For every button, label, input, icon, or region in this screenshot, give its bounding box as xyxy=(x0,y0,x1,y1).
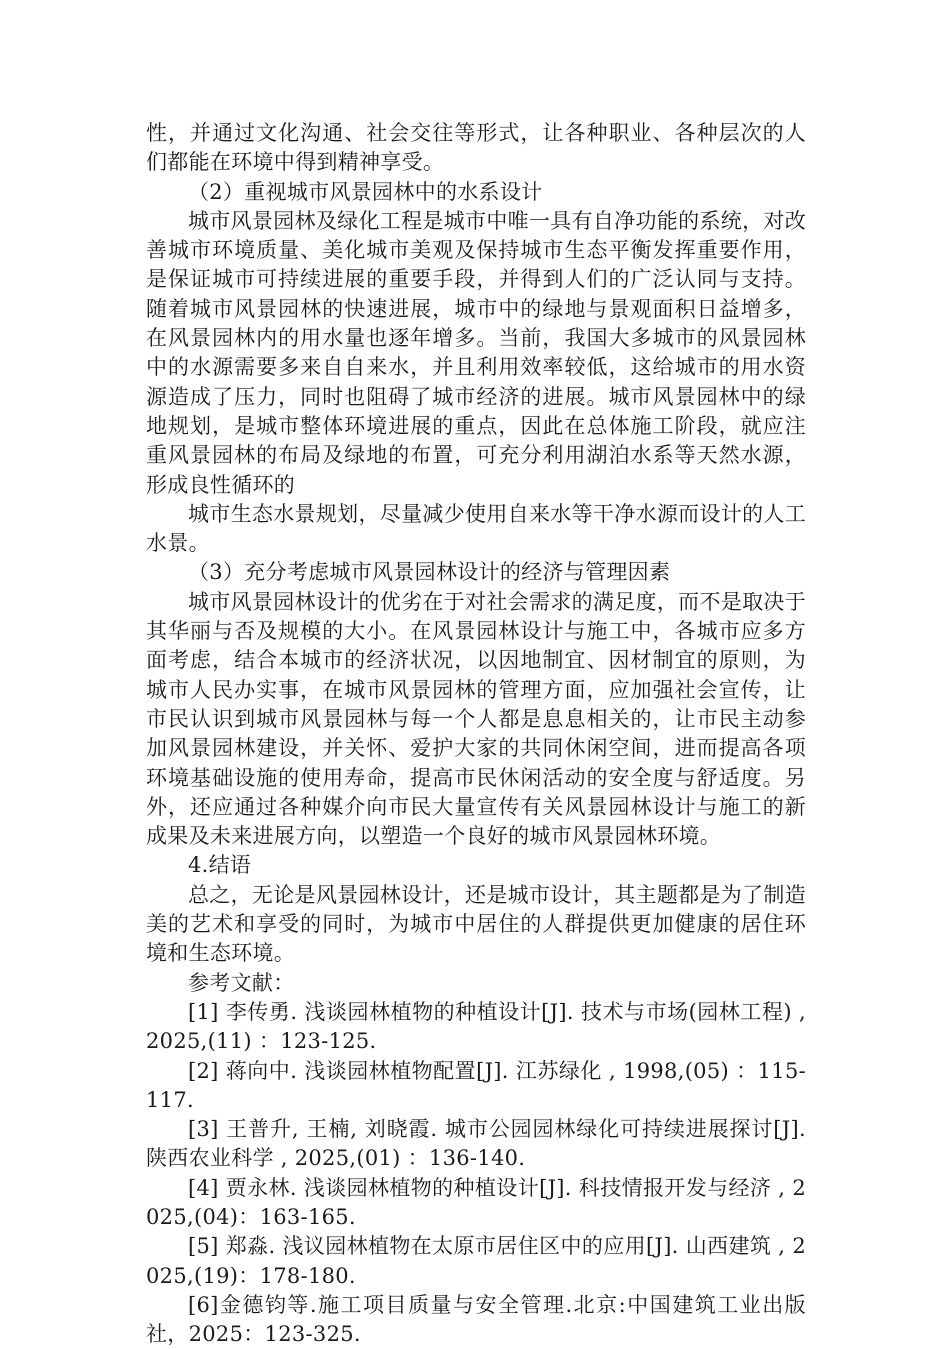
references-title: 参考文献： xyxy=(188,970,295,995)
section-heading-water-system: （2）重视城市风景园林中的水系设计 xyxy=(188,179,543,204)
document-page xyxy=(146,119,806,1349)
reference-item: [1] 李传勇. 浅谈园林植物的种植设计[J]. 技术与市场(园林工程) , 2025,(11) ：123-125. xyxy=(146,999,806,1054)
paragraph-continued: 性，并通过文化沟通、社会交往等形式，让各种职业、各种层次的人们都能在环境中得到精神享受。 xyxy=(146,121,806,175)
reference-item: [2] 蒋向中. 浅谈园林植物配置[J]. 江苏绿化 , 1998,(05) ：115-117. xyxy=(146,1058,806,1112)
section-heading-conclusion: 4.结语 xyxy=(188,853,252,878)
reference-item: [6]金德钧等.施工项目质量与安全管理.北京:中国建筑工业出版社，2025：123-325. xyxy=(146,1292,806,1347)
paragraph-economy-management: 城市风景园林设计的优劣在于对社会需求的满足度，而不是取决于其华丽与否及规模的大小。在风景园林设计与施工中，各城市应多方面考虑，结合本城市的经济状况，以因地制宜、因材制宜的原则，为城市人民办实事，在城市风景园林的管理方面，应加强社会宣传，让市民认识到城市风景园林与每一个人都是息息相关的，让市民主动参加风景园林建设，并关怀、爱护大家的共同休闲空间，进而提高各项环境基础设施的使用寿命，提高市民休闲活动的安全度与舒适度。另外，还应通过各种媒介向市民大量宣传有关风景园林设计与施工的新成果及未来进展方向，以塑造一个良好的城市风景园林环境。 xyxy=(146,589,806,849)
reference-item: [5] 郑淼. 浅议园林植物在太原市居住区中的应用[J]. 山西建筑 , 2025,(19)：178-180. xyxy=(146,1234,806,1288)
reference-item: [3] 王普升, 王楠, 刘晓霞. 城市公园园林绿化可持续进展探讨[J]. 陕西农业科学 , 2025,(01) ：136-140. xyxy=(146,1117,806,1171)
section-heading-economy-management: （3）充分考虑城市风景园林设计的经济与管理因素 xyxy=(188,560,671,585)
paragraph-water-landscape: 城市生态水景规划，尽量减少使用自来水等干净水源而设计的人工水景。 xyxy=(146,501,806,556)
paragraph-water-system: 城市风景园林及绿化工程是城市中唯一具有自净功能的系统，对改善城市环境质量、美化城市美观及保持城市生态平衡发挥重要作用，是保证城市可持续进展的重要手段，并得到人们的广泛认同与支持。随着城市风景园林的快速进展，城市中的绿地与景观面积日益增多，在风景园林内的用水量也逐年增多。当前，我国大多城市的风景园林中的水源需要多来自自来水，并且利用效率较低，这给城市的用水资源造成了压力，同时也阻碍了城市经济的进展。城市风景园林中的绿地规划，是城市整体环境进展的重点，因此在总体施工阶段，就应注重风景园林的布局及绿地的布置，可充分利用湖泊水系等天然水源，形成良性循环的 xyxy=(146,208,806,497)
reference-item: [4] 贾永林. 浅谈园林植物的种植设计[J]. 科技情报开发与经济 , 2025,(04)：163-165. xyxy=(146,1175,806,1229)
paragraph-conclusion: 总之，无论是风景园林设计，还是城市设计，其主题都是为了制造美的艺术和享受的同时，为城市中居住的人群提供更加健康的居住环境和生态环境。 xyxy=(146,882,806,966)
